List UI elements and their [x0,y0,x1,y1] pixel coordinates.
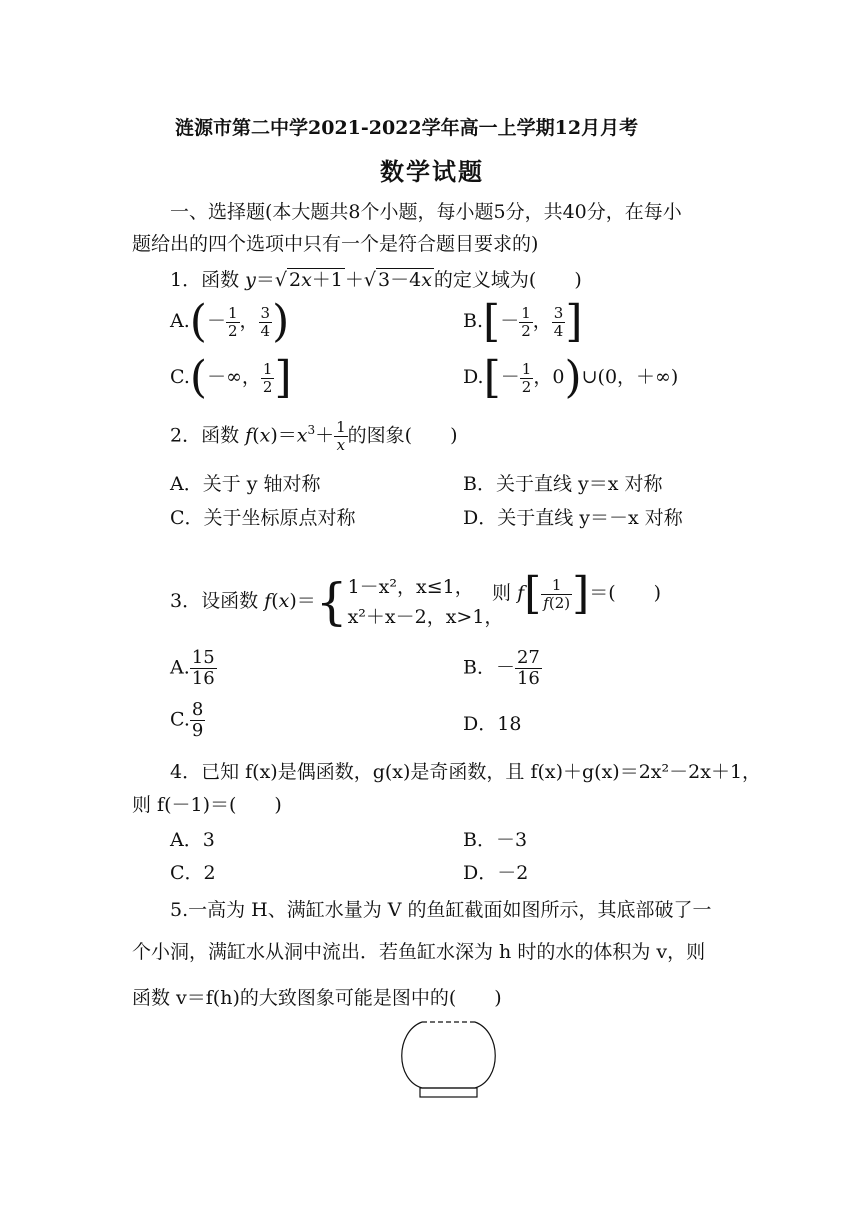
q4-option-c: C．2 [170,862,216,884]
tank-base [420,1088,477,1097]
section-intro-line2: 题给出的四个选项中只有一个是符合题目要求的) [132,233,539,255]
tank-outline [402,1022,496,1088]
q2-option-c: C．关于坐标原点对称 [170,507,356,529]
q4-option-d: D．－2 [463,862,529,884]
fish-tank-figure [395,1018,505,1102]
q3-option-c: C. $\frac{8}{9}$ [170,699,204,741]
section-intro-line1: 一、选择题(本大题共8个小题，每小题5分，共40分，在每小 [170,201,682,223]
q1-option-c: C.(－∞， $\frac{1}{2}$ ] [170,352,292,403]
question-2-stem: 2．函数 $f(x)=x^3+$ $\frac{1}{x}$ 的图象( ) [170,417,458,454]
exam-title: 涟源市第二中学2021-2022学年高一上学期12月月考 [175,117,639,139]
q1-option-b: B.[－ $\frac{1}{2}$ ， $\frac{3}{4}$ ] [463,296,583,347]
q2-option-a: A．关于 y 轴对称 [170,473,321,495]
q3-option-d: D．18 [463,713,522,735]
q3-option-a: A. $\frac{15}{16}$ [170,647,215,689]
q2-option-d: D．关于直线 y＝－x 对称 [463,507,683,529]
question-3-stem: 3．设函数 f(x)＝{ 1－x²，x≤1， x²＋x－2，x>1， [170,573,504,631]
exam-subtitle: 数学试题 [380,157,484,186]
question-4-line1: 4．已知 f(x)是偶函数，g(x)是奇函数，且 f(x)＋g(x)＝2x²－2x＋1， [170,761,762,783]
question-1-stem: 1．函数 y＝√ 2x＋1 ＋√ 3－4x 的定义域为( ) [170,269,582,291]
q3-option-b: B．－ $\frac{27}{16}$ [463,647,540,689]
q4-option-a: A．3 [170,829,215,851]
question-5-line3: 函数 v＝f(h)的大致图象可能是图中的( ) [132,987,502,1009]
q1-option-d: D.[－ $\frac{1}{2}$ ，0)∪(0，＋∞) [463,352,679,403]
q4-option-b: B．－3 [463,829,528,851]
question-4-line2: 则 f(－1)＝( ) [132,794,282,816]
q1-suffix: 的定义域为( ) [433,269,582,291]
question-5-line1: 5.一高为 H、满缸水量为 V 的鱼缸截面如图所示，其底部破了一 [170,899,712,921]
question-5-line2: 个小洞，满缸水从洞中流出．若鱼缸水深为 h 时的水的体积为 v，则 [132,941,706,963]
q1-num: 1．函数 [170,269,246,291]
q2-option-b: B．关于直线 y＝x 对称 [463,473,663,495]
question-3-tail: 则 f[ $\frac{1}{f(2)}$ ]＝( ) [492,568,662,619]
q1-option-a: A.(－ $\frac{1}{2}$ ， $\frac{3}{4}$ ) [170,296,290,347]
